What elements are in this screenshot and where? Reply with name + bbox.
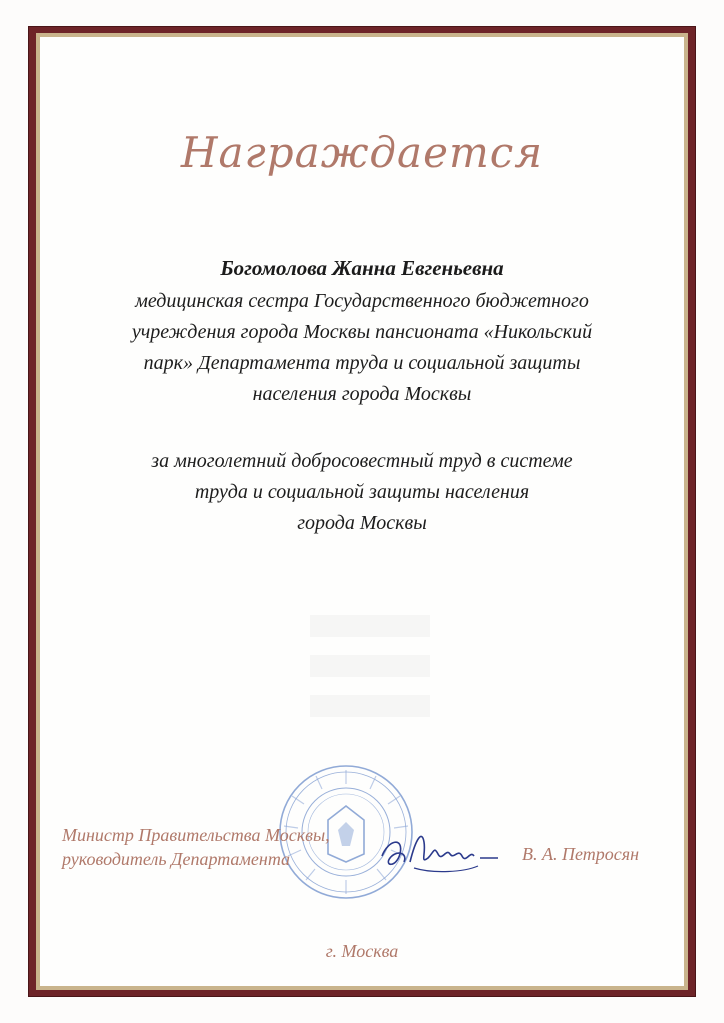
position-line: населения города Москвы — [252, 383, 472, 405]
position-line: медицинская сестра Государственного бюджетного — [135, 290, 589, 312]
reason-line: за многолетний добросовестный труд в системе — [151, 450, 573, 472]
reason-line: труда и социальной защиты населения — [194, 481, 530, 503]
handwritten-signature — [374, 818, 504, 888]
recipient-name: Богомолова Жанна Евгеньевна — [220, 256, 504, 280]
faint-watermark — [300, 610, 440, 720]
signatory-title-line: Министр Правительства Москвы, — [62, 825, 330, 845]
recipient-position — [60, 286, 664, 410]
certificate-title: Награждается — [180, 128, 544, 177]
award-reason — [60, 446, 664, 539]
position-line: парк» Департамента труда и социальной защиты — [143, 352, 581, 374]
position-line: учреждения города Москвы пансионата «Никольский — [131, 321, 593, 343]
signatory-title-line: руководитель Департамента — [62, 849, 291, 869]
signatory-name: В. А. Петросян — [522, 844, 640, 864]
city-name: г. Москва — [325, 941, 399, 961]
signatory-title — [62, 823, 330, 871]
reason-line: города Москвы — [297, 512, 427, 534]
